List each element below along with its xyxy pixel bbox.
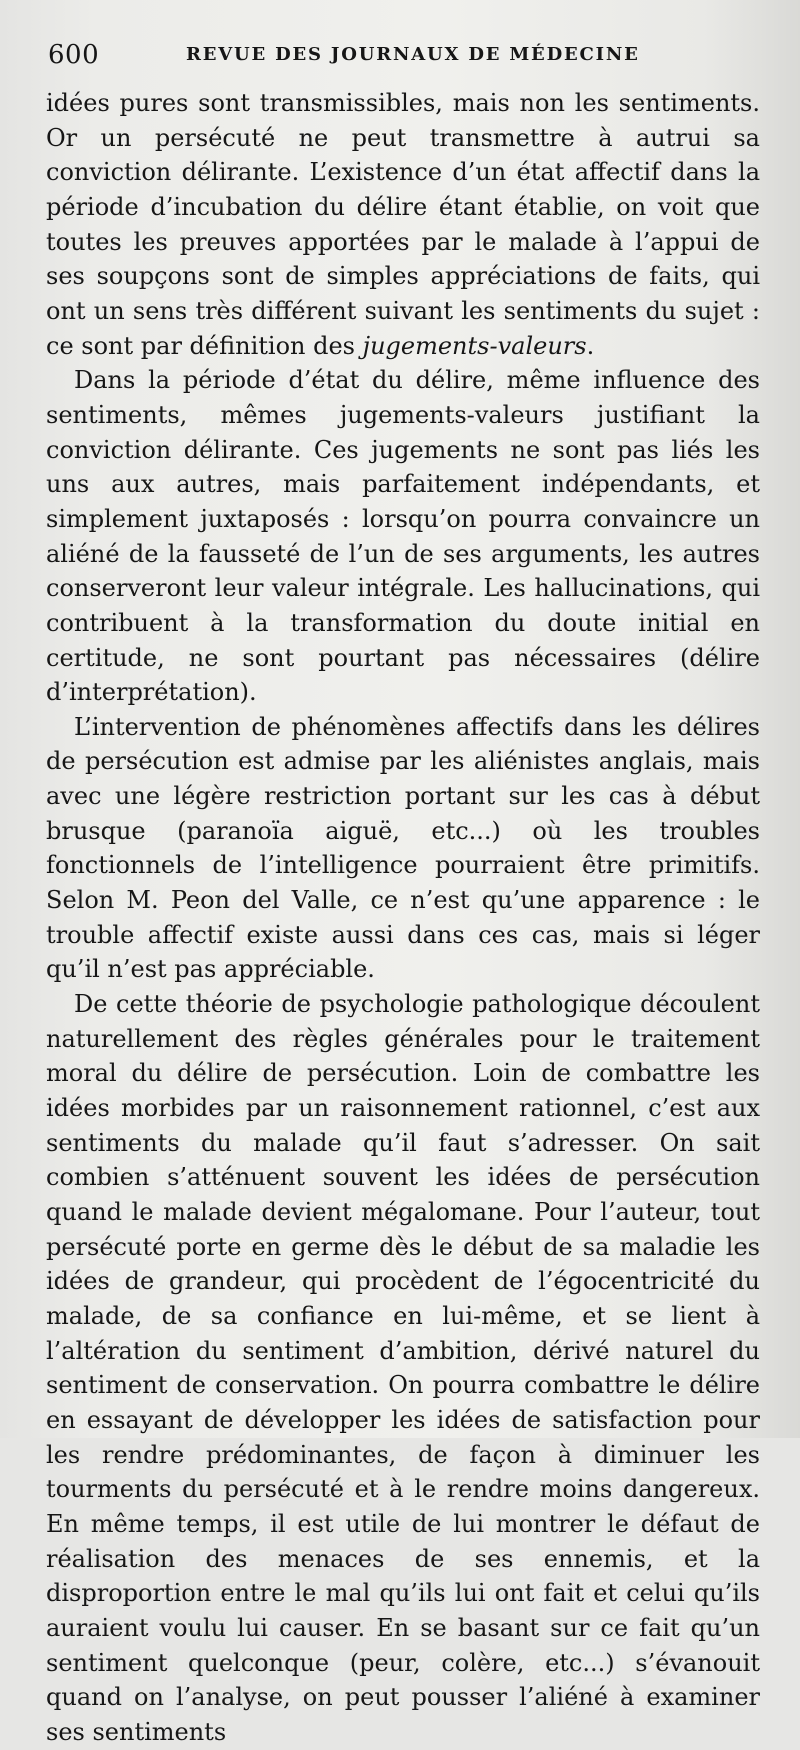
page-number: 600 [48,40,100,70]
page-header [48,40,760,80]
paragraph-1-italic-term: jugements-valeurs [362,331,587,360]
paragraph-2: Dans la période d’état du délire, même influence des sentiments, mêmes jugements-valeurs justifiant la conviction délirante. Ces jugements ne sont pas liés les uns aux autres, mais parfaitement indépendants, et simplement juxtaposés : lorsqu’on pourra convaincre un aliéné de la fausseté de l’un de ses arguments, les autres conserveront leur valeur intégrale. Les hallucinations, qui contribuent à la transformation du doute initial en certitude, ne sont pourtant pas nécessaires (délire d’interprétation). [46,366,760,707]
body-text [46,86,760,1750]
paragraph-1-text: idées pures sont transmissibles, mais non les sentiments. Or un persécuté ne peut transmettre à autrui sa conviction délirante. L’existence d’un état affectif dans la période d’incubation du délire étant établie, on voit que toutes les preuves apportées par le malade à l’appui de ses soupçons sont de simples appréciations de faits, qui ont un sens très différent suivant les sentiments du sujet : ce sont par définition des [46,89,760,360]
paragraph-4: De cette théorie de psychologie pathologique découlent naturellement des règles générales pour le traitement moral du délire de persécution. Loin de combattre les idées morbides par un raisonnement rationnel, c’est aux sentiments du malade qu’il faut s’adresser. On sait combien s’atténuent souvent les idées de persécution quand le malade devient mégalomane. Pour l’auteur, tout persécuté porte en germe dès le début de sa maladie les idées de grandeur, qui procèdent de l’égocentricité du malade, de sa confiance en lui-même, et se lient à l’altération du sentiment d’ambition, dérivé naturel du sentiment de conservation. On pourra combattre le délire en essayant de développer les idées de satisfaction pour les rendre prédominantes, de façon à diminuer les tourments du persécuté et à le rendre moins dangereux. En même temps, il est utile de lui montrer le défaut de réalisation des menaces de ses ennemis, et la disproportion entre le mal qu’ils lui ont fait et celui qu’ils auraient voulu lui causer. En se basant sur ce fait qu’un sentiment quelconque (peur, colère, etc...) s’évanouit quand on l’analyse, on peut pousser l’aliéné à examiner ses sentiments [46,990,760,1746]
paragraph-3: L’intervention de phénomènes affectifs dans les délires de persécution est admise par les aliénistes anglais, mais avec une légère restriction portant sur les cas à début brusque (paranoïa aiguë, etc...) où les troubles fonctionnels de l’intelligence pourraient être primitifs. Selon M. Peon del Valle, ce n’est qu’une apparence : le trouble affectif existe aussi dans ces cas, mais si léger qu’il n’est pas appréciable. [46,712,760,984]
running-title: REVUE DES JOURNAUX DE MÉDECINE [186,44,640,65]
paragraph-1 [46,86,760,363]
paragraph-1-end: . [586,331,595,360]
